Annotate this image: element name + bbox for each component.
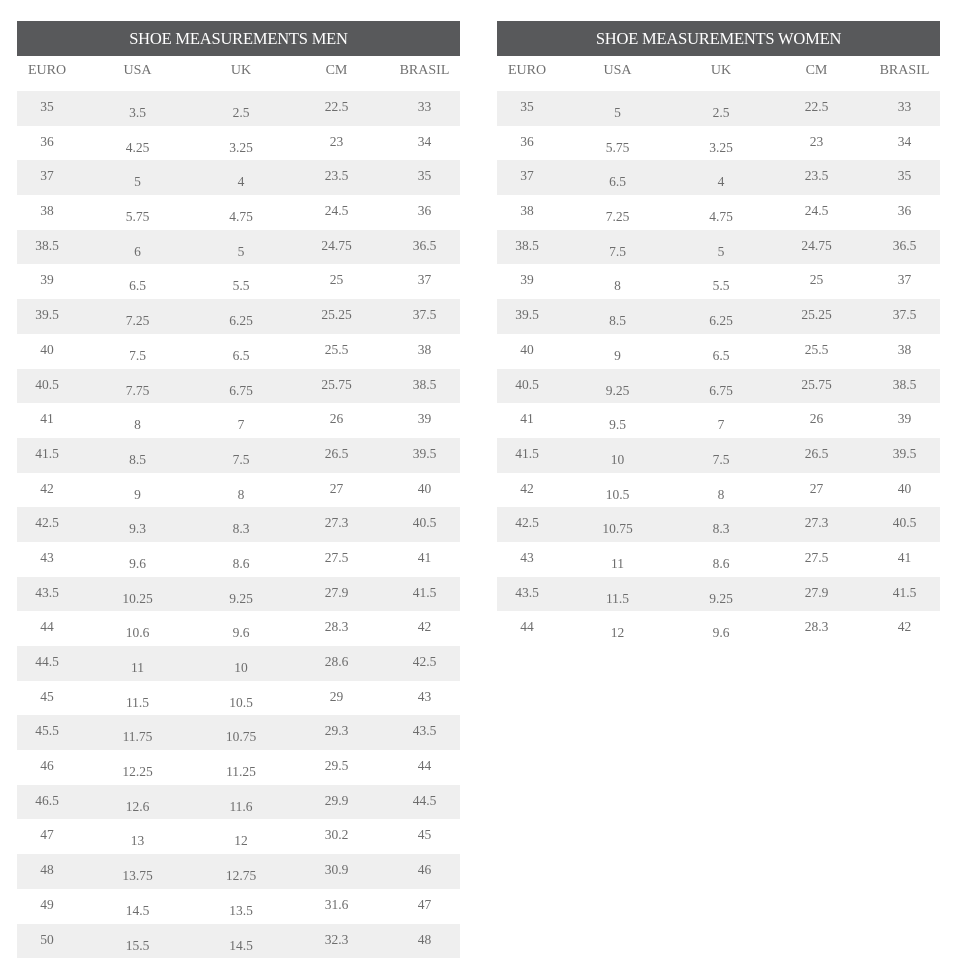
cell-cm: 25 xyxy=(329,272,344,288)
table-row xyxy=(497,264,940,299)
cell-cm: 25.25 xyxy=(321,307,352,323)
cell-euro: 42.5 xyxy=(515,515,539,531)
table-row xyxy=(497,160,940,195)
cell-uk: 13.5 xyxy=(229,902,253,918)
cell-brasil: 44 xyxy=(417,758,432,774)
table-row xyxy=(17,819,460,854)
cell-brasil: 38.5 xyxy=(892,376,917,392)
cell-usa: 11.5 xyxy=(125,694,150,710)
cell-cm: 25.25 xyxy=(801,307,832,323)
cell-uk: 5.5 xyxy=(232,278,250,294)
cell-cm: 27.5 xyxy=(324,549,349,565)
cell-cm: 22.5 xyxy=(324,99,349,114)
table-row xyxy=(17,924,460,959)
cell-brasil: 33 xyxy=(417,99,432,114)
cell-brasil: 39 xyxy=(897,411,912,427)
cell-uk: 8.3 xyxy=(232,521,250,537)
table-row xyxy=(17,369,460,404)
cell-cm: 27.9 xyxy=(324,584,349,600)
column-header-cm: CM xyxy=(805,63,828,78)
cell-euro: 48 xyxy=(40,862,54,878)
cell-cm: 27.3 xyxy=(324,515,349,531)
table-row xyxy=(17,91,460,126)
cell-usa: 13 xyxy=(130,833,145,849)
cell-usa: 7.75 xyxy=(125,382,150,398)
cell-euro: 35 xyxy=(40,99,54,114)
cell-uk: 8 xyxy=(237,486,245,502)
cell-euro: 42 xyxy=(520,480,534,496)
cell-usa: 5 xyxy=(614,105,621,120)
cell-usa: 4.25 xyxy=(125,139,150,155)
cell-euro: 41 xyxy=(40,411,54,427)
cell-uk: 8 xyxy=(717,486,725,502)
cell-uk: 6.25 xyxy=(229,313,253,329)
cell-usa: 11.75 xyxy=(122,729,153,745)
cell-brasil: 46 xyxy=(417,862,432,878)
cell-cm: 27.3 xyxy=(804,515,829,531)
cell-brasil: 42 xyxy=(897,619,912,635)
cell-euro: 40.5 xyxy=(35,376,59,392)
table-row xyxy=(497,403,940,438)
cell-euro: 37 xyxy=(40,168,54,184)
column-header-uk: UK xyxy=(710,63,732,78)
table-row xyxy=(17,264,460,299)
cell-brasil: 37.5 xyxy=(892,307,917,323)
cell-uk: 4.75 xyxy=(229,209,253,225)
cell-euro: 36 xyxy=(520,133,534,149)
cell-cm: 27 xyxy=(809,480,824,496)
cell-cm: 27 xyxy=(329,480,344,496)
cell-euro: 50 xyxy=(40,931,54,947)
cell-cm: 26.5 xyxy=(324,445,349,461)
cell-brasil: 33 xyxy=(897,99,912,114)
cell-cm: 27.5 xyxy=(804,549,829,565)
cell-euro: 44 xyxy=(520,619,534,635)
cell-cm: 29 xyxy=(329,688,344,704)
cell-euro: 40 xyxy=(520,341,534,357)
column-header-brasil: BRASIL xyxy=(399,63,450,78)
women-column-headers xyxy=(497,56,940,91)
cell-usa: 5.75 xyxy=(125,209,150,225)
cell-uk: 10.5 xyxy=(229,694,253,710)
cell-usa: 10.25 xyxy=(122,590,153,606)
cell-brasil: 48 xyxy=(417,931,432,947)
cell-brasil: 35 xyxy=(897,168,912,184)
cell-brasil: 36.5 xyxy=(892,237,917,253)
table-row xyxy=(17,577,460,612)
cell-cm: 23.5 xyxy=(804,168,829,184)
cell-euro: 43.5 xyxy=(515,584,539,600)
cell-uk: 10.75 xyxy=(225,729,257,745)
column-header-cm: CM xyxy=(325,63,348,78)
table-row xyxy=(497,369,940,404)
cell-euro: 42 xyxy=(40,480,54,496)
cell-euro: 35 xyxy=(520,99,534,114)
cell-cm: 29.5 xyxy=(324,758,349,774)
cell-uk: 12 xyxy=(234,833,248,849)
cell-usa: 9.25 xyxy=(605,382,630,398)
cell-usa: 14.5 xyxy=(125,902,150,918)
cell-uk: 9.6 xyxy=(232,625,250,641)
cell-brasil: 38 xyxy=(417,341,432,357)
cell-uk: 4.75 xyxy=(709,209,733,225)
cell-cm: 22.5 xyxy=(804,99,829,114)
cell-cm: 31.6 xyxy=(324,896,349,912)
cell-cm: 23 xyxy=(809,133,824,149)
cell-cm: 25.75 xyxy=(321,376,352,392)
cell-euro: 43 xyxy=(40,549,54,565)
cell-usa: 10.6 xyxy=(125,625,150,641)
cell-usa: 9 xyxy=(134,486,141,502)
cell-usa: 6 xyxy=(134,243,141,259)
cell-brasil: 45 xyxy=(417,827,432,843)
cell-euro: 39.5 xyxy=(515,307,539,323)
men-size-table xyxy=(17,21,460,958)
cell-euro: 44 xyxy=(40,619,54,635)
cell-brasil: 40.5 xyxy=(892,515,917,531)
cell-usa: 9 xyxy=(614,347,621,363)
cell-cm: 30.2 xyxy=(324,827,349,843)
cell-uk: 9.25 xyxy=(709,590,733,606)
cell-brasil: 41 xyxy=(897,549,912,565)
cell-brasil: 42.5 xyxy=(412,654,437,669)
cell-cm: 26 xyxy=(809,411,824,427)
table-row xyxy=(17,126,460,161)
table-row xyxy=(497,126,940,161)
cell-uk: 5.5 xyxy=(712,278,730,294)
cell-usa: 11 xyxy=(131,660,144,675)
cell-euro: 41.5 xyxy=(35,445,59,461)
cell-brasil: 39.5 xyxy=(892,445,917,461)
cell-usa: 8.5 xyxy=(129,451,146,467)
table-row xyxy=(17,438,460,473)
men-table-title: SHOE MEASUREMENTS MEN xyxy=(17,21,460,56)
table-row xyxy=(497,230,940,265)
table-row xyxy=(17,542,460,577)
cell-brasil: 41.5 xyxy=(892,584,917,600)
cell-brasil: 39.5 xyxy=(412,445,437,461)
cell-uk: 3.25 xyxy=(709,139,733,155)
cell-brasil: 35 xyxy=(417,168,432,184)
cell-cm: 25.5 xyxy=(804,341,829,357)
table-row xyxy=(497,611,940,646)
cell-usa: 13.75 xyxy=(122,868,153,884)
cell-uk: 4 xyxy=(717,174,725,190)
cell-usa: 9.3 xyxy=(129,521,146,537)
cell-usa: 10 xyxy=(610,451,625,467)
cell-usa: 8.5 xyxy=(609,313,626,329)
cell-brasil: 40 xyxy=(897,480,912,496)
cell-usa: 7.25 xyxy=(605,209,630,225)
cell-cm: 24.5 xyxy=(324,203,349,219)
cell-uk: 8.6 xyxy=(232,555,250,571)
cell-brasil: 36 xyxy=(417,203,432,219)
table-row xyxy=(17,403,460,438)
cell-brasil: 44.5 xyxy=(412,792,437,808)
cell-usa: 10.5 xyxy=(605,486,630,502)
cell-uk: 6.25 xyxy=(709,313,733,329)
table-row xyxy=(17,750,460,785)
cell-uk: 5 xyxy=(717,243,725,259)
table-row xyxy=(17,195,460,230)
cell-cm: 25 xyxy=(809,272,824,288)
cell-uk: 6.5 xyxy=(232,347,250,363)
cell-euro: 42.5 xyxy=(35,515,59,531)
table-row xyxy=(17,160,460,195)
cell-usa: 11 xyxy=(611,555,624,571)
cell-cm: 24.75 xyxy=(801,237,832,253)
cell-cm: 26.5 xyxy=(804,445,829,461)
cell-euro: 45 xyxy=(40,688,54,704)
cell-cm: 28.6 xyxy=(324,654,349,669)
column-header-usa: USA xyxy=(603,63,632,78)
women-table-title: SHOE MEASUREMENTS WOMEN xyxy=(497,21,940,56)
cell-cm: 23.5 xyxy=(324,168,349,184)
table-row xyxy=(17,785,460,820)
cell-euro: 38 xyxy=(40,203,54,219)
table-row xyxy=(17,507,460,542)
cell-euro: 40 xyxy=(40,341,54,357)
cell-uk: 4 xyxy=(237,174,245,190)
cell-brasil: 34 xyxy=(897,133,912,149)
column-header-usa: USA xyxy=(123,63,152,78)
women-table-body xyxy=(497,91,940,646)
cell-brasil: 40 xyxy=(417,480,432,496)
cell-brasil: 39 xyxy=(417,411,432,427)
cell-uk: 14.5 xyxy=(229,937,253,953)
cell-brasil: 36 xyxy=(897,203,912,219)
cell-euro: 41.5 xyxy=(515,445,539,461)
cell-usa: 7.5 xyxy=(609,243,626,259)
cell-cm: 24.75 xyxy=(321,237,352,253)
cell-cm: 28.3 xyxy=(804,619,829,635)
cell-usa: 9.5 xyxy=(609,417,626,433)
cell-euro: 37 xyxy=(520,168,534,184)
cell-uk: 11.6 xyxy=(229,798,253,814)
cell-euro: 43.5 xyxy=(35,584,59,600)
table-row xyxy=(497,91,940,126)
cell-usa: 7.25 xyxy=(125,313,150,329)
cell-usa: 3.5 xyxy=(129,105,146,120)
table-row xyxy=(17,889,460,924)
table-row xyxy=(497,542,940,577)
cell-usa: 12 xyxy=(610,625,625,641)
cell-euro: 39 xyxy=(40,272,54,288)
cell-uk: 6.75 xyxy=(709,382,733,398)
cell-brasil: 43 xyxy=(417,688,432,704)
cell-brasil: 37 xyxy=(897,272,912,288)
cell-cm: 24.5 xyxy=(804,203,829,219)
cell-euro: 45.5 xyxy=(35,723,59,739)
cell-uk: 2.5 xyxy=(712,105,730,120)
table-row xyxy=(497,473,940,508)
table-row xyxy=(17,230,460,265)
cell-cm: 25.75 xyxy=(801,376,832,392)
cell-brasil: 37.5 xyxy=(412,307,437,323)
cell-euro: 39 xyxy=(520,272,534,288)
cell-usa: 6.5 xyxy=(609,174,626,190)
table-row xyxy=(17,854,460,889)
cell-uk: 7 xyxy=(237,417,245,433)
cell-euro: 38 xyxy=(520,203,534,219)
cell-usa: 6.5 xyxy=(129,278,146,294)
cell-uk: 7 xyxy=(717,417,725,433)
cell-uk: 8.3 xyxy=(712,521,730,537)
cell-usa: 15.5 xyxy=(125,937,150,953)
table-row xyxy=(17,473,460,508)
cell-brasil: 34 xyxy=(417,133,432,149)
table-row xyxy=(17,334,460,369)
cell-usa: 10.75 xyxy=(602,521,633,537)
table-row xyxy=(497,195,940,230)
cell-uk: 9.6 xyxy=(712,625,730,641)
women-size-table xyxy=(497,21,940,646)
cell-euro: 38.5 xyxy=(35,237,59,253)
cell-uk: 6.5 xyxy=(712,347,730,363)
cell-euro: 43 xyxy=(520,549,534,565)
cell-cm: 30.9 xyxy=(324,862,349,878)
column-header-euro: EURO xyxy=(27,63,67,78)
table-row xyxy=(497,577,940,612)
cell-cm: 27.9 xyxy=(804,584,829,600)
cell-brasil: 43.5 xyxy=(412,723,437,739)
column-header-brasil: BRASIL xyxy=(879,63,930,78)
table-row xyxy=(17,681,460,716)
cell-cm: 29.3 xyxy=(324,723,349,739)
cell-usa: 7.5 xyxy=(129,347,146,363)
cell-usa: 8 xyxy=(614,278,621,294)
cell-cm: 23 xyxy=(329,133,344,149)
column-header-uk: UK xyxy=(230,63,252,78)
cell-euro: 38.5 xyxy=(515,237,539,253)
cell-euro: 39.5 xyxy=(35,307,59,323)
cell-uk: 12.75 xyxy=(225,868,257,884)
cell-usa: 5.75 xyxy=(605,139,630,155)
table-row xyxy=(17,646,460,681)
cell-brasil: 36.5 xyxy=(412,237,437,253)
cell-uk: 10 xyxy=(234,660,248,675)
cell-usa: 12.25 xyxy=(122,764,153,780)
men-table-body xyxy=(17,91,460,958)
cell-brasil: 37 xyxy=(417,272,432,288)
table-row xyxy=(497,507,940,542)
cell-uk: 8.6 xyxy=(712,555,730,571)
cell-brasil: 41 xyxy=(417,549,432,565)
cell-uk: 2.5 xyxy=(232,105,250,120)
table-row xyxy=(17,299,460,334)
cell-euro: 41 xyxy=(520,411,534,427)
cell-cm: 25.5 xyxy=(324,341,349,357)
cell-euro: 46 xyxy=(40,758,54,774)
cell-uk: 3.25 xyxy=(229,139,253,155)
cell-euro: 36 xyxy=(40,133,54,149)
cell-usa: 5 xyxy=(134,174,141,190)
table-row xyxy=(497,438,940,473)
cell-brasil: 47 xyxy=(417,896,432,912)
cell-uk: 7.5 xyxy=(712,451,730,467)
cell-euro: 47 xyxy=(40,827,54,843)
cell-brasil: 38 xyxy=(897,341,912,357)
cell-brasil: 41.5 xyxy=(412,584,437,600)
cell-usa: 12.6 xyxy=(125,798,150,814)
cell-brasil: 40.5 xyxy=(412,515,437,531)
cell-euro: 46.5 xyxy=(35,792,59,808)
cell-cm: 26 xyxy=(329,411,344,427)
cell-cm: 28.3 xyxy=(324,619,349,635)
cell-usa: 8 xyxy=(134,417,141,433)
cell-brasil: 38.5 xyxy=(412,376,437,392)
table-row xyxy=(497,334,940,369)
cell-euro: 49 xyxy=(40,896,54,912)
cell-usa: 11.5 xyxy=(605,590,630,606)
cell-uk: 9.25 xyxy=(229,590,253,606)
cell-cm: 29.9 xyxy=(324,792,349,808)
cell-brasil: 42 xyxy=(417,619,432,635)
cell-euro: 40.5 xyxy=(515,376,539,392)
table-row xyxy=(497,299,940,334)
cell-uk: 6.75 xyxy=(229,382,253,398)
table-row xyxy=(17,715,460,750)
table-row xyxy=(17,611,460,646)
column-header-euro: EURO xyxy=(507,63,547,78)
cell-uk: 5 xyxy=(237,243,245,259)
cell-euro: 44.5 xyxy=(35,654,59,669)
cell-uk: 11.25 xyxy=(226,764,256,780)
cell-cm: 32.3 xyxy=(324,931,349,947)
cell-usa: 9.6 xyxy=(129,555,146,571)
cell-uk: 7.5 xyxy=(232,451,250,467)
men-column-headers xyxy=(17,56,460,91)
